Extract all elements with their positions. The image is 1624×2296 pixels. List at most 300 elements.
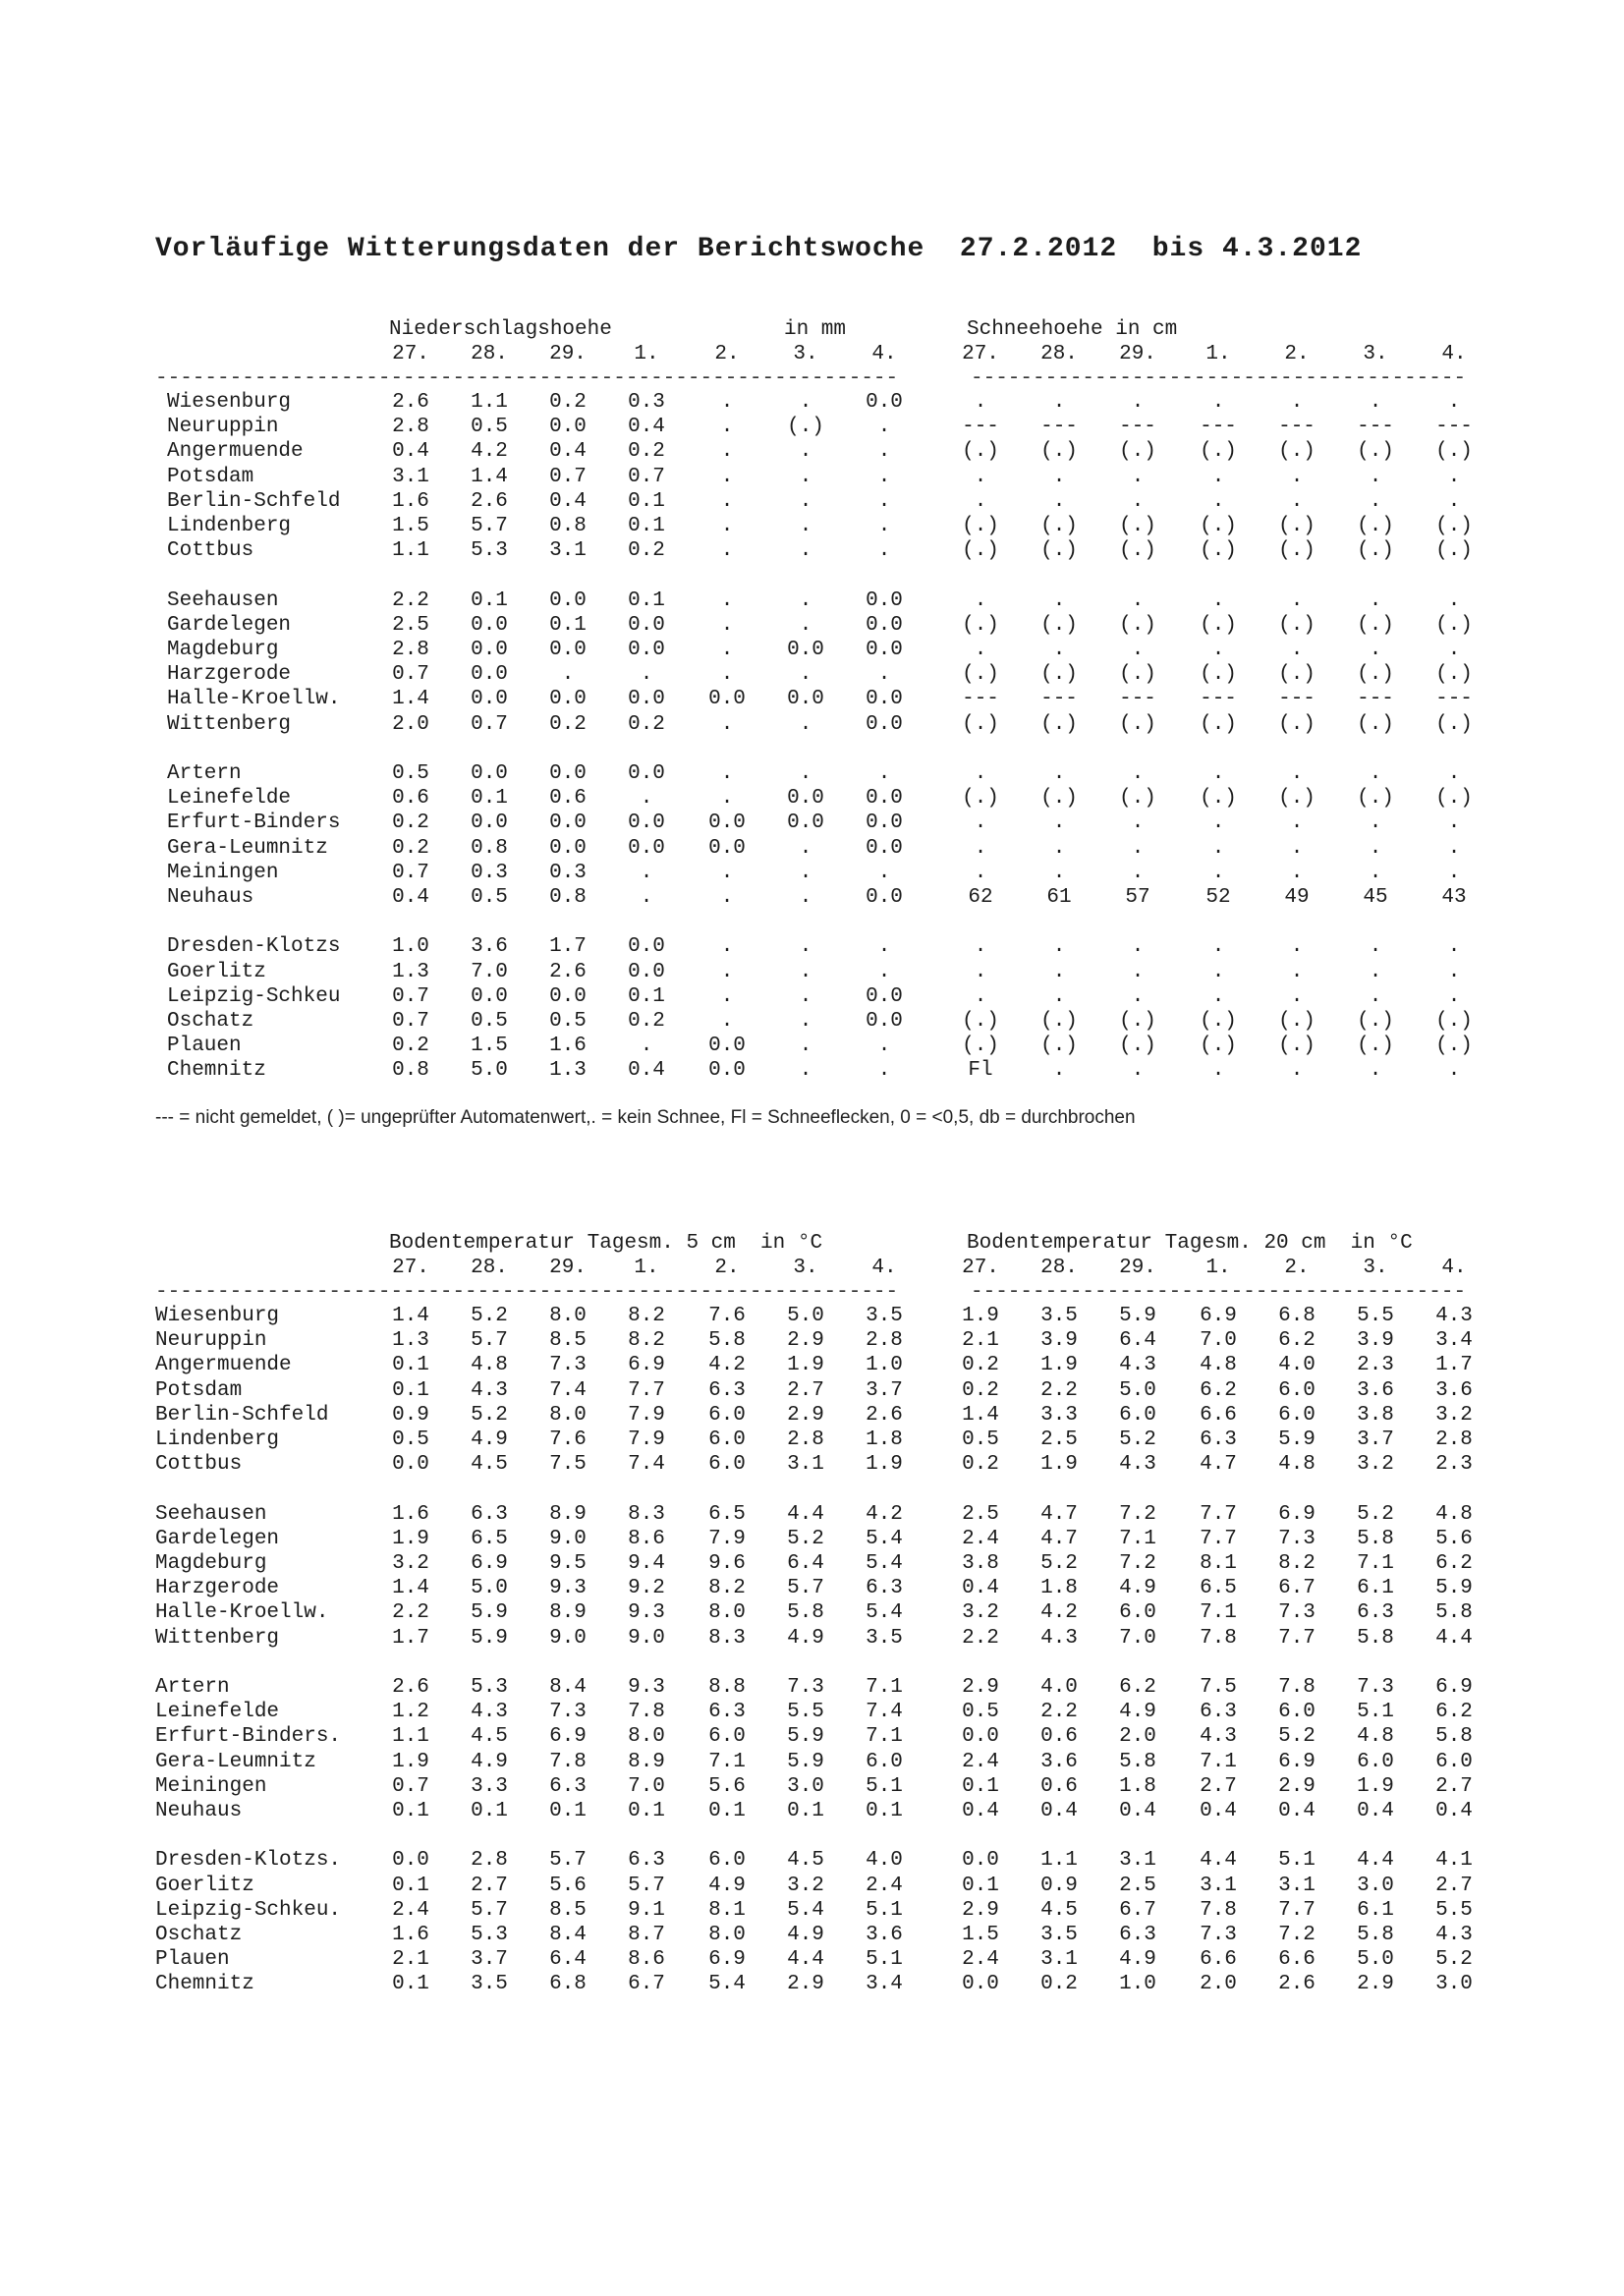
table-cell: 5.6 bbox=[549, 1874, 587, 1897]
table-cell: 3.1 bbox=[392, 465, 429, 488]
table-cell: 2.2 bbox=[392, 1601, 429, 1625]
table-cell: 0.1 bbox=[708, 1800, 746, 1822]
table-cell: . bbox=[640, 861, 653, 884]
table-cell: 2.4 bbox=[866, 1874, 903, 1897]
table-cell: 6.2 bbox=[1435, 1701, 1473, 1724]
table-cell: 6.7 bbox=[628, 1973, 665, 1996]
table-cell: 0.4 bbox=[1040, 1800, 1078, 1822]
table-cell: . bbox=[640, 886, 653, 909]
table-cell: 6.4 bbox=[549, 1948, 587, 1972]
table-cell: Fl bbox=[968, 1059, 993, 1083]
table-cell: (.) bbox=[1119, 539, 1156, 563]
table-cell: 2.5 bbox=[962, 1502, 999, 1526]
table-cell: 0.3 bbox=[471, 861, 508, 884]
table-cell: . bbox=[1290, 391, 1304, 414]
table-cell: 2.5 bbox=[1040, 1428, 1078, 1451]
table-cell: 3.2 bbox=[1357, 1453, 1394, 1477]
table-cell: 0.0 bbox=[962, 1973, 999, 1996]
table-cell: 0.0 bbox=[471, 663, 508, 687]
table-cell: (.) bbox=[1200, 1010, 1237, 1033]
table-cell: 3.2 bbox=[392, 1552, 429, 1575]
table-cell: 4.4 bbox=[787, 1948, 824, 1972]
table-cell: . bbox=[720, 588, 734, 612]
page-title: Vorläufige Witterungsdaten der Berichtswoche 27.2.2012 bis 4.3.2012 bbox=[155, 234, 1363, 264]
table-cell: 3.4 bbox=[866, 1973, 903, 1996]
table-cell: 0.0 bbox=[787, 787, 824, 811]
table-cell: 6.3 bbox=[471, 1502, 508, 1526]
table-cell: 5.9 bbox=[1278, 1428, 1316, 1451]
table-cell: 0.0 bbox=[392, 1453, 429, 1477]
table-cell: 1.1 bbox=[1040, 1849, 1078, 1873]
table-cell: 6.5 bbox=[471, 1527, 508, 1550]
table-cell: 5.8 bbox=[787, 1601, 824, 1625]
table-cell: . bbox=[799, 663, 812, 687]
table-cell: (.) bbox=[1435, 539, 1473, 563]
station-name: Goerlitz bbox=[167, 960, 266, 983]
table-cell: 4.8 bbox=[1278, 1453, 1316, 1477]
table-cell: 0.1 bbox=[549, 613, 587, 637]
table-cell: 6.9 bbox=[1278, 1750, 1316, 1773]
day-header: 28. bbox=[471, 343, 508, 365]
table-cell: . bbox=[799, 762, 812, 785]
station-name: Potsdam bbox=[167, 465, 254, 488]
table-cell: (.) bbox=[1119, 1035, 1156, 1058]
table-cell: 3.9 bbox=[1040, 1329, 1078, 1353]
station-name: Plauen bbox=[155, 1948, 230, 1972]
table-cell: (.) bbox=[1119, 1010, 1156, 1033]
table-cell: 8.3 bbox=[628, 1502, 665, 1526]
divider-line: ---------------------------------------- bbox=[971, 1281, 1467, 1304]
table-cell: 2.0 bbox=[1119, 1725, 1156, 1749]
table-cell: (.) bbox=[962, 515, 999, 537]
station-name: Meiningen bbox=[155, 1774, 267, 1798]
table-cell: 4.9 bbox=[708, 1874, 746, 1897]
station-name: Erfurt-Binders. bbox=[155, 1725, 342, 1749]
table-cell: 0.4 bbox=[962, 1577, 999, 1600]
table-cell: 6.5 bbox=[708, 1502, 746, 1526]
table-cell: . bbox=[799, 391, 812, 414]
table-cell: 8.2 bbox=[1278, 1552, 1316, 1575]
table-cell: --- bbox=[1357, 688, 1394, 711]
table-cell: 61 bbox=[1046, 886, 1072, 909]
table-cell: . bbox=[1131, 836, 1145, 860]
table-cell: 5.4 bbox=[708, 1973, 746, 1996]
table-cell: 0.9 bbox=[1040, 1874, 1078, 1897]
table-cell: . bbox=[974, 984, 987, 1008]
table-cell: . bbox=[877, 489, 891, 513]
table-cell: 4.5 bbox=[787, 1849, 824, 1873]
table-cell: --- bbox=[1119, 688, 1156, 711]
table-cell: 4.4 bbox=[1357, 1849, 1394, 1873]
station-name: Wiesenburg bbox=[155, 1305, 280, 1327]
table-cell: 5.1 bbox=[866, 1948, 903, 1972]
table-cell: --- bbox=[1278, 416, 1316, 439]
table-cell: . bbox=[640, 787, 653, 811]
table-cell: 2.2 bbox=[392, 588, 429, 612]
table-cell: (.) bbox=[962, 539, 999, 563]
table-cell: . bbox=[1447, 812, 1461, 835]
table-cell: 4.5 bbox=[1040, 1898, 1078, 1922]
table-cell: 0.0 bbox=[866, 886, 903, 909]
legend: --- = nicht gemeldet, ( )= ungeprüfter Automatenwert,. = kein Schnee, Fl = Schneeflecken, 0 = <0,5, db = durchbrochen bbox=[155, 1107, 1136, 1128]
table-cell: 4.7 bbox=[1200, 1453, 1237, 1477]
table-cell: . bbox=[974, 960, 987, 983]
table-cell: . bbox=[720, 960, 734, 983]
table-cell: 0.0 bbox=[787, 812, 824, 835]
table-cell: --- bbox=[1435, 416, 1473, 439]
table-cell: 7.9 bbox=[628, 1428, 665, 1451]
table-cell: (.) bbox=[1435, 613, 1473, 637]
table-cell: . bbox=[877, 515, 891, 537]
station-name: Gera-Leumnitz bbox=[155, 1750, 316, 1773]
table-cell: 0.9 bbox=[392, 1403, 429, 1427]
table-cell: 7.7 bbox=[628, 1378, 665, 1402]
table-cell: . bbox=[1369, 960, 1382, 983]
table-cell: . bbox=[1290, 984, 1304, 1008]
table-cell: (.) bbox=[1278, 712, 1316, 736]
table-cell: (.) bbox=[1278, 1010, 1316, 1033]
table-cell: 0.3 bbox=[628, 391, 665, 414]
table-cell: 6.9 bbox=[708, 1948, 746, 1972]
table-cell: . bbox=[1290, 812, 1304, 835]
table-cell: . bbox=[1369, 812, 1382, 835]
table-cell: 8.5 bbox=[549, 1898, 587, 1922]
table-cell: 5.0 bbox=[471, 1059, 508, 1083]
table-cell: 8.8 bbox=[708, 1676, 746, 1699]
table-cell: 5.0 bbox=[471, 1577, 508, 1600]
station-name: Lindenberg bbox=[155, 1428, 280, 1451]
table-cell: 0.0 bbox=[549, 639, 587, 661]
table-cell: 0.2 bbox=[392, 836, 429, 860]
table-cell: . bbox=[1211, 639, 1225, 661]
table-cell: 62 bbox=[968, 886, 993, 909]
table-cell: . bbox=[799, 886, 812, 909]
table-cell: 1.9 bbox=[787, 1354, 824, 1377]
table-cell: 6.0 bbox=[1119, 1403, 1156, 1427]
table-cell: 7.8 bbox=[1278, 1676, 1316, 1699]
table-cell: 0.0 bbox=[866, 613, 903, 637]
table-cell: 7.5 bbox=[1200, 1676, 1237, 1699]
table-cell: 7.7 bbox=[1278, 1898, 1316, 1922]
table-cell: (.) bbox=[962, 712, 999, 736]
table-cell: 0.7 bbox=[392, 663, 429, 687]
table-cell: 7.0 bbox=[1119, 1626, 1156, 1650]
table-cell: 2.7 bbox=[471, 1874, 508, 1897]
table-cell: 1.7 bbox=[1435, 1354, 1473, 1377]
table-cell: 7.3 bbox=[787, 1676, 824, 1699]
table-cell: 1.9 bbox=[962, 1305, 999, 1327]
table-cell: . bbox=[1290, 639, 1304, 661]
table-cell: 9.0 bbox=[549, 1527, 587, 1550]
table-cell: . bbox=[720, 489, 734, 513]
table-cell: . bbox=[1211, 935, 1225, 959]
table-cell: 8.2 bbox=[628, 1329, 665, 1353]
station-name: Gardelegen bbox=[167, 613, 292, 637]
table-cell: 0.1 bbox=[866, 1800, 903, 1822]
table-cell: 1.2 bbox=[392, 1701, 429, 1724]
table-cell: 6.9 bbox=[1200, 1305, 1237, 1327]
table-cell: 0.2 bbox=[628, 712, 665, 736]
table-cell: 0.0 bbox=[471, 639, 508, 661]
table-cell: (.) bbox=[1040, 515, 1078, 537]
table-cell: 7.3 bbox=[549, 1354, 587, 1377]
table-cell: 0.7 bbox=[392, 984, 429, 1008]
table-cell: 7.8 bbox=[549, 1750, 587, 1773]
table-cell: 3.6 bbox=[1040, 1750, 1078, 1773]
table-cell: 4.4 bbox=[787, 1502, 824, 1526]
station-name: Halle-Kroellw. bbox=[155, 1601, 329, 1625]
table-cell: 0.6 bbox=[392, 787, 429, 811]
table-cell: 0.0 bbox=[549, 836, 587, 860]
table-cell: 5.9 bbox=[787, 1725, 824, 1749]
table-cell: . bbox=[799, 861, 812, 884]
table-cell: 0.0 bbox=[549, 416, 587, 439]
table-cell: (.) bbox=[1278, 1035, 1316, 1058]
table-cell: 3.7 bbox=[866, 1378, 903, 1402]
table-cell: (.) bbox=[1119, 613, 1156, 637]
table-cell: 0.0 bbox=[962, 1849, 999, 1873]
table-cell: 2.7 bbox=[787, 1378, 824, 1402]
table-cell: . bbox=[1211, 588, 1225, 612]
table-cell: 0.0 bbox=[787, 639, 824, 661]
table-cell: 0.4 bbox=[1200, 1800, 1237, 1822]
table-cell: 4.3 bbox=[1435, 1924, 1473, 1946]
table-cell: 2.9 bbox=[962, 1898, 999, 1922]
table-cell: 0.1 bbox=[787, 1800, 824, 1822]
day-header: 4. bbox=[1441, 343, 1467, 365]
table-cell: 8.4 bbox=[549, 1924, 587, 1946]
table-cell: . bbox=[720, 639, 734, 661]
station-name: Oschatz bbox=[155, 1924, 243, 1946]
table-cell: 0.2 bbox=[962, 1378, 999, 1402]
table-cell: . bbox=[1052, 984, 1066, 1008]
table-cell: 0.5 bbox=[549, 1010, 587, 1033]
table-cell: 4.8 bbox=[1357, 1725, 1394, 1749]
table-cell: 6.8 bbox=[1278, 1305, 1316, 1327]
station-name: Gardelegen bbox=[155, 1527, 280, 1550]
table-cell: (.) bbox=[1200, 440, 1237, 464]
table-cell: 0.6 bbox=[1040, 1725, 1078, 1749]
table-cell: . bbox=[1290, 836, 1304, 860]
table-cell: . bbox=[799, 984, 812, 1008]
table-cell: 5.8 bbox=[1435, 1725, 1473, 1749]
table-cell: (.) bbox=[1435, 787, 1473, 811]
table-cell: 5.9 bbox=[471, 1601, 508, 1625]
table-cell: 5.5 bbox=[1435, 1898, 1473, 1922]
table-cell: 1.6 bbox=[549, 1035, 587, 1058]
table-cell: (.) bbox=[1119, 787, 1156, 811]
table-cell: . bbox=[877, 539, 891, 563]
table-cell: 0.5 bbox=[471, 1010, 508, 1033]
table-cell: . bbox=[561, 663, 575, 687]
table-cell: 6.3 bbox=[1200, 1701, 1237, 1724]
table-cell: 0.1 bbox=[962, 1874, 999, 1897]
table-cell: 9.3 bbox=[628, 1601, 665, 1625]
table-cell: . bbox=[1447, 489, 1461, 513]
table-cell: 0.0 bbox=[866, 639, 903, 661]
table-cell: . bbox=[1211, 489, 1225, 513]
table-cell: 57 bbox=[1125, 886, 1150, 909]
table-cell: 2.5 bbox=[1119, 1874, 1156, 1897]
table-cell: 5.7 bbox=[471, 1898, 508, 1922]
table-cell: 0.0 bbox=[708, 1059, 746, 1083]
table-cell: (.) bbox=[1119, 663, 1156, 687]
table-cell: . bbox=[974, 639, 987, 661]
table-cell: 1.1 bbox=[392, 539, 429, 563]
table-cell: 0.0 bbox=[708, 688, 746, 711]
table-cell: . bbox=[1131, 465, 1145, 488]
station-name: Artern bbox=[167, 762, 242, 785]
table-cell: . bbox=[1052, 861, 1066, 884]
table-cell: . bbox=[799, 960, 812, 983]
day-header: 4. bbox=[1441, 1257, 1467, 1279]
table-cell: (.) bbox=[787, 416, 824, 439]
table-cell: 0.2 bbox=[628, 440, 665, 464]
table-cell: 6.0 bbox=[708, 1725, 746, 1749]
table-cell: (.) bbox=[1357, 515, 1394, 537]
table-cell: 0.7 bbox=[471, 712, 508, 736]
table-cell: . bbox=[877, 861, 891, 884]
table-cell: . bbox=[1369, 588, 1382, 612]
table-cell: . bbox=[1447, 935, 1461, 959]
table-cell: . bbox=[1131, 391, 1145, 414]
station-name: Berlin-Schfeld bbox=[167, 489, 341, 513]
table-cell: 0.3 bbox=[549, 861, 587, 884]
table-cell: 1.9 bbox=[1040, 1453, 1078, 1477]
table-cell: 0.2 bbox=[628, 1010, 665, 1033]
table-cell: . bbox=[720, 391, 734, 414]
table-cell: 0.8 bbox=[549, 515, 587, 537]
table-cell: . bbox=[720, 663, 734, 687]
station-name: Gera-Leumnitz bbox=[167, 836, 328, 860]
table-cell: 4.3 bbox=[471, 1378, 508, 1402]
table-cell: 1.0 bbox=[866, 1354, 903, 1377]
table-cell: . bbox=[1447, 861, 1461, 884]
table-cell: 3.3 bbox=[1040, 1403, 1078, 1427]
table-cell: 7.0 bbox=[471, 960, 508, 983]
table-cell: 2.9 bbox=[787, 1973, 824, 1996]
table-cell: (.) bbox=[1357, 613, 1394, 637]
table-cell: 1.9 bbox=[392, 1527, 429, 1550]
table-cell: 0.0 bbox=[866, 812, 903, 835]
table-cell: 8.0 bbox=[628, 1725, 665, 1749]
table-cell: 2.4 bbox=[962, 1527, 999, 1550]
table-cell: 6.9 bbox=[471, 1552, 508, 1575]
table-cell: 2.4 bbox=[962, 1750, 999, 1773]
table-cell: 9.0 bbox=[549, 1626, 587, 1650]
table-cell: 0.5 bbox=[471, 886, 508, 909]
table-cell: 7.1 bbox=[1119, 1527, 1156, 1550]
table-cell: . bbox=[799, 588, 812, 612]
table-cell: 0.6 bbox=[1040, 1774, 1078, 1798]
day-header: 4. bbox=[871, 343, 897, 365]
table-cell: 7.2 bbox=[1278, 1924, 1316, 1946]
table-cell: 2.2 bbox=[1040, 1378, 1078, 1402]
table-cell: . bbox=[1290, 1059, 1304, 1083]
table-cell: 5.0 bbox=[1119, 1378, 1156, 1402]
table-cell: 7.1 bbox=[866, 1725, 903, 1749]
table-cell: . bbox=[974, 861, 987, 884]
table-cell: 4.3 bbox=[1119, 1354, 1156, 1377]
table-cell: 5.8 bbox=[1119, 1750, 1156, 1773]
station-name: Dresden-Klotzs. bbox=[155, 1849, 342, 1873]
table-cell: 7.3 bbox=[549, 1701, 587, 1724]
table-cell: 1.9 bbox=[392, 1750, 429, 1773]
table-cell: 2.0 bbox=[1200, 1973, 1237, 1996]
table-cell: 6.7 bbox=[1119, 1898, 1156, 1922]
table-cell: 0.0 bbox=[549, 762, 587, 785]
table-cell: 4.3 bbox=[471, 1701, 508, 1724]
table-cell: 8.9 bbox=[549, 1502, 587, 1526]
table-cell: 6.2 bbox=[1119, 1676, 1156, 1699]
table-cell: 8.9 bbox=[549, 1601, 587, 1625]
table-cell: . bbox=[974, 836, 987, 860]
table-cell: 4.0 bbox=[1040, 1676, 1078, 1699]
table-cell: . bbox=[1290, 960, 1304, 983]
table-cell: (.) bbox=[1119, 712, 1156, 736]
table-cell: (.) bbox=[1278, 787, 1316, 811]
table-cell: 6.1 bbox=[1357, 1898, 1394, 1922]
table-cell: . bbox=[1369, 639, 1382, 661]
table-cell: 7.8 bbox=[628, 1701, 665, 1724]
table-cell: 0.0 bbox=[471, 984, 508, 1008]
table-cell: 0.1 bbox=[392, 1378, 429, 1402]
table-cell: (.) bbox=[1435, 1035, 1473, 1058]
table-cell: . bbox=[1447, 762, 1461, 785]
table-cell: . bbox=[877, 465, 891, 488]
table-cell: (.) bbox=[1040, 613, 1078, 637]
table-cell: . bbox=[640, 663, 653, 687]
table-cell: (.) bbox=[1200, 787, 1237, 811]
table-cell: . bbox=[1290, 588, 1304, 612]
table-cell: (.) bbox=[1357, 712, 1394, 736]
table-cell: . bbox=[799, 935, 812, 959]
table-cell: . bbox=[1369, 1059, 1382, 1083]
table-cell: 5.0 bbox=[787, 1305, 824, 1327]
table-cell: 3.0 bbox=[1435, 1973, 1473, 1996]
table-cell: 5.5 bbox=[1357, 1305, 1394, 1327]
table-cell: 7.9 bbox=[628, 1403, 665, 1427]
divider-line: ------------------------------------------------------------ bbox=[155, 1281, 899, 1304]
table-cell: 4.2 bbox=[708, 1354, 746, 1377]
table-cell: 3.5 bbox=[866, 1305, 903, 1327]
table-cell: . bbox=[1290, 489, 1304, 513]
table-cell: 6.0 bbox=[1435, 1750, 1473, 1773]
table-cell: (.) bbox=[962, 440, 999, 464]
table-cell: 3.7 bbox=[1357, 1428, 1394, 1451]
table-cell: 0.2 bbox=[549, 391, 587, 414]
table-cell: 0.0 bbox=[471, 812, 508, 835]
table-cell: 8.9 bbox=[628, 1750, 665, 1773]
table-cell: 8.7 bbox=[628, 1924, 665, 1946]
table-cell: 1.5 bbox=[392, 515, 429, 537]
table-cell: 6.2 bbox=[1278, 1329, 1316, 1353]
table-cell: . bbox=[974, 812, 987, 835]
table-cell: 7.1 bbox=[708, 1750, 746, 1773]
table-cell: . bbox=[974, 489, 987, 513]
table-cell: 8.6 bbox=[628, 1527, 665, 1550]
table-cell: 0.2 bbox=[962, 1354, 999, 1377]
table-cell: . bbox=[720, 984, 734, 1008]
table-cell: 6.0 bbox=[1278, 1403, 1316, 1427]
table-cell: 0.0 bbox=[549, 688, 587, 711]
table-cell: 3.9 bbox=[1357, 1329, 1394, 1353]
table-cell: 6.0 bbox=[708, 1453, 746, 1477]
table-cell: . bbox=[1290, 465, 1304, 488]
station-name: Magdeburg bbox=[155, 1552, 267, 1575]
table-cell: 4.9 bbox=[1119, 1948, 1156, 1972]
table-cell: (.) bbox=[1200, 539, 1237, 563]
